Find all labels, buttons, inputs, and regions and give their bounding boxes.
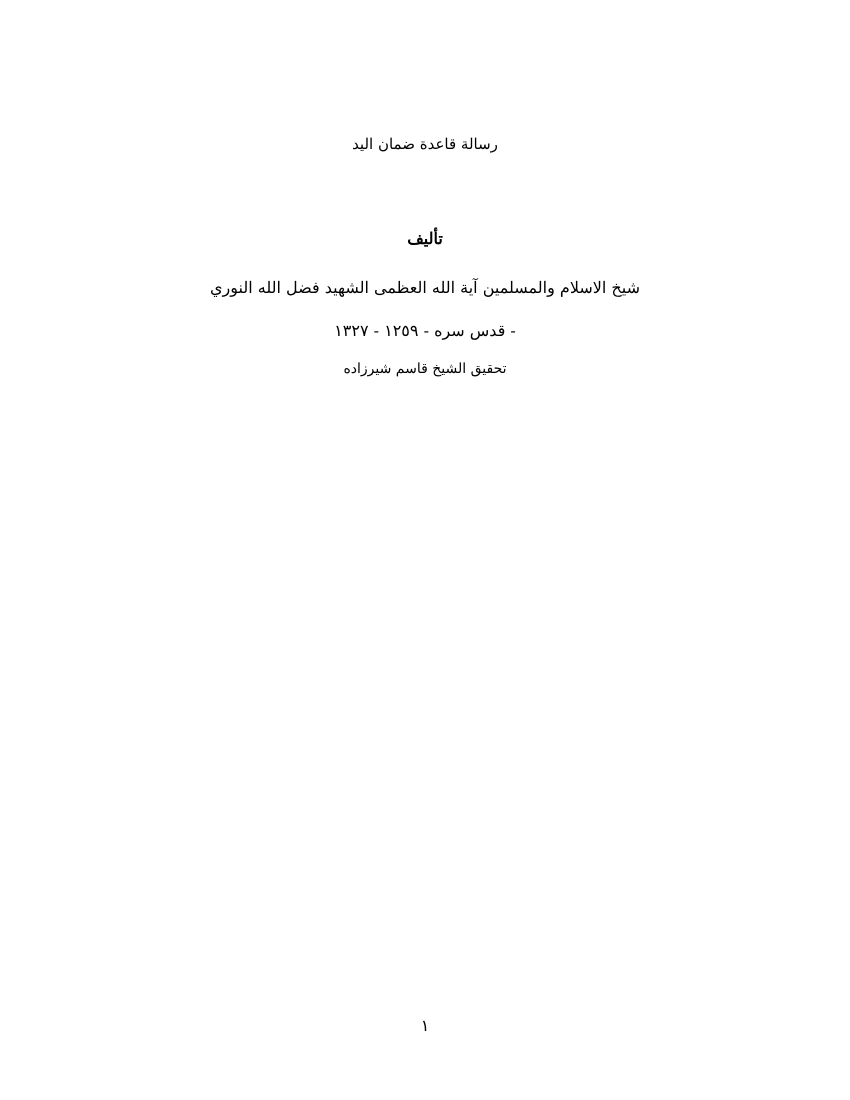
- author-dates: - قدس سره - ١٢٥٩ - ١٣٢٧: [334, 321, 516, 340]
- book-title: رسالة قاعدة ضمان اليد: [352, 135, 498, 153]
- page-number: ١: [420, 1016, 430, 1035]
- author-label: تأليف: [407, 229, 443, 248]
- author-name: شيخ الاسلام والمسلمين آية الله العظمى الشهيد فضل الله النوري: [209, 278, 640, 297]
- editor-credit: تحقيق الشيخ قاسم شيرزاده: [343, 361, 507, 377]
